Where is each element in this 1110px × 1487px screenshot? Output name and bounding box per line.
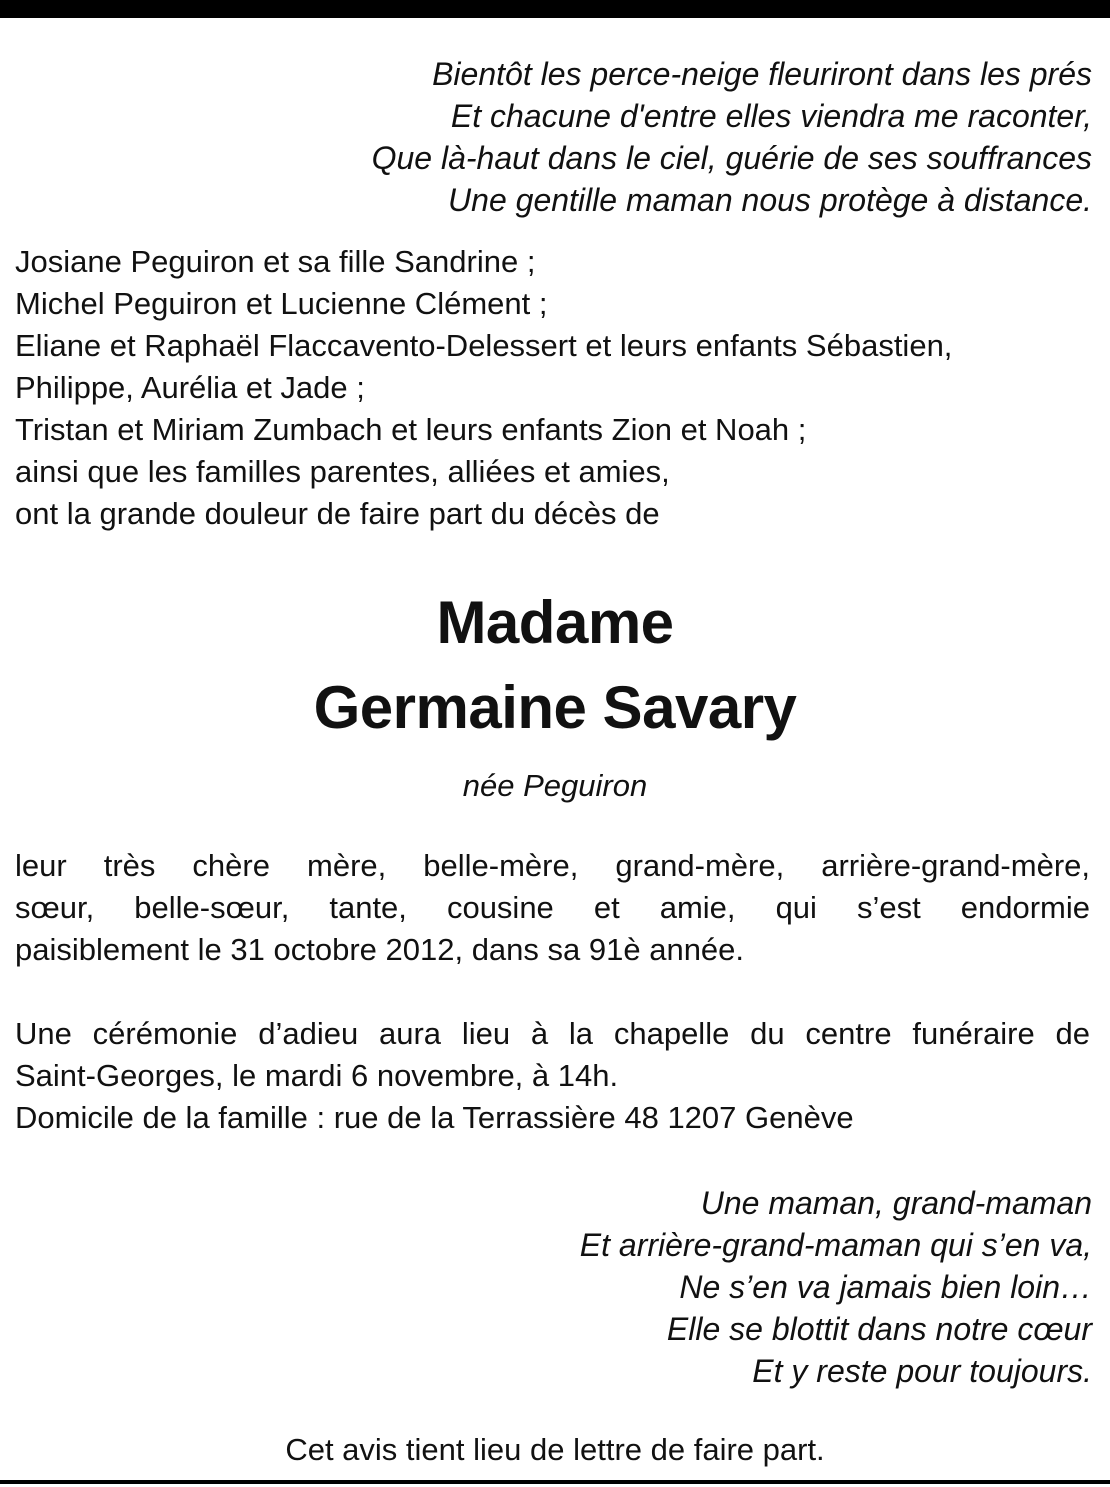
family-line: Philippe, Aurélia et Jade ; bbox=[15, 370, 365, 405]
poem-line: Bientôt les perce-neige fleuriront dans les prés bbox=[432, 56, 1092, 92]
ceremony-paragraph bbox=[15, 1013, 1090, 1139]
maiden-name: née Peguiron bbox=[462, 768, 648, 803]
deceased-name: Germaine Savary bbox=[313, 674, 797, 741]
family-address: Domicile de la famille : rue de la Terrassière 48 1207 Genève bbox=[15, 1100, 854, 1135]
tribute-paragraph bbox=[15, 845, 1090, 971]
tribute-line: paisiblement le 31 octobre 2012, dans sa 91è année. bbox=[15, 932, 745, 967]
closing-notice: Cet avis tient lieu de lettre de faire part. bbox=[285, 1432, 825, 1467]
family-line: Tristan et Miriam Zumbach et leurs enfants Zion et Noah ; bbox=[15, 412, 807, 447]
bottom-border-rule bbox=[0, 1480, 1110, 1484]
poem-line: Que là-haut dans le ciel, guérie de ses souffrances bbox=[371, 140, 1092, 176]
family-announcement bbox=[15, 241, 1095, 535]
ceremony-line: Une cérémonie d’adieu aura lieu à la chapelle du centre funéraire de bbox=[15, 1016, 1090, 1051]
tribute-line: leur très chère mère, belle-mère, grand-mère, arrière-grand-mère, bbox=[15, 848, 1090, 883]
deceased-salutation: Madame bbox=[436, 589, 674, 656]
poem-line: Et y reste pour toujours. bbox=[752, 1353, 1092, 1389]
family-line: Eliane et Raphaël Flaccavento-Delessert et leurs enfants Sébastien, bbox=[15, 328, 953, 363]
ceremony-line: Saint-Georges, le mardi 6 novembre, à 14h. bbox=[15, 1058, 619, 1093]
poem-line: Une maman, grand-maman bbox=[700, 1185, 1092, 1221]
poem-line: Et arrière-grand-maman qui s’en va, bbox=[579, 1227, 1092, 1263]
poem-line: Elle se blottit dans notre cœur bbox=[666, 1311, 1092, 1347]
tribute-line: sœur, belle-sœur, tante, cousine et amie, qui s’est endormie bbox=[15, 890, 1090, 925]
top-border-rule bbox=[0, 0, 1110, 18]
opening-poem bbox=[372, 53, 1092, 221]
poem-line: Ne s’en va jamais bien loin… bbox=[679, 1269, 1092, 1305]
family-line: Michel Peguiron et Lucienne Clément ; bbox=[15, 286, 548, 321]
family-line: Josiane Peguiron et sa fille Sandrine ; bbox=[15, 244, 536, 279]
family-line: ont la grande douleur de faire part du décès de bbox=[15, 496, 660, 531]
closing-poem bbox=[580, 1182, 1092, 1392]
poem-line: Une gentille maman nous protège à distance. bbox=[448, 182, 1092, 218]
family-line: ainsi que les familles parentes, alliées et amies, bbox=[15, 454, 670, 489]
poem-line: Et chacune d'entre elles viendra me raconter, bbox=[450, 98, 1092, 134]
